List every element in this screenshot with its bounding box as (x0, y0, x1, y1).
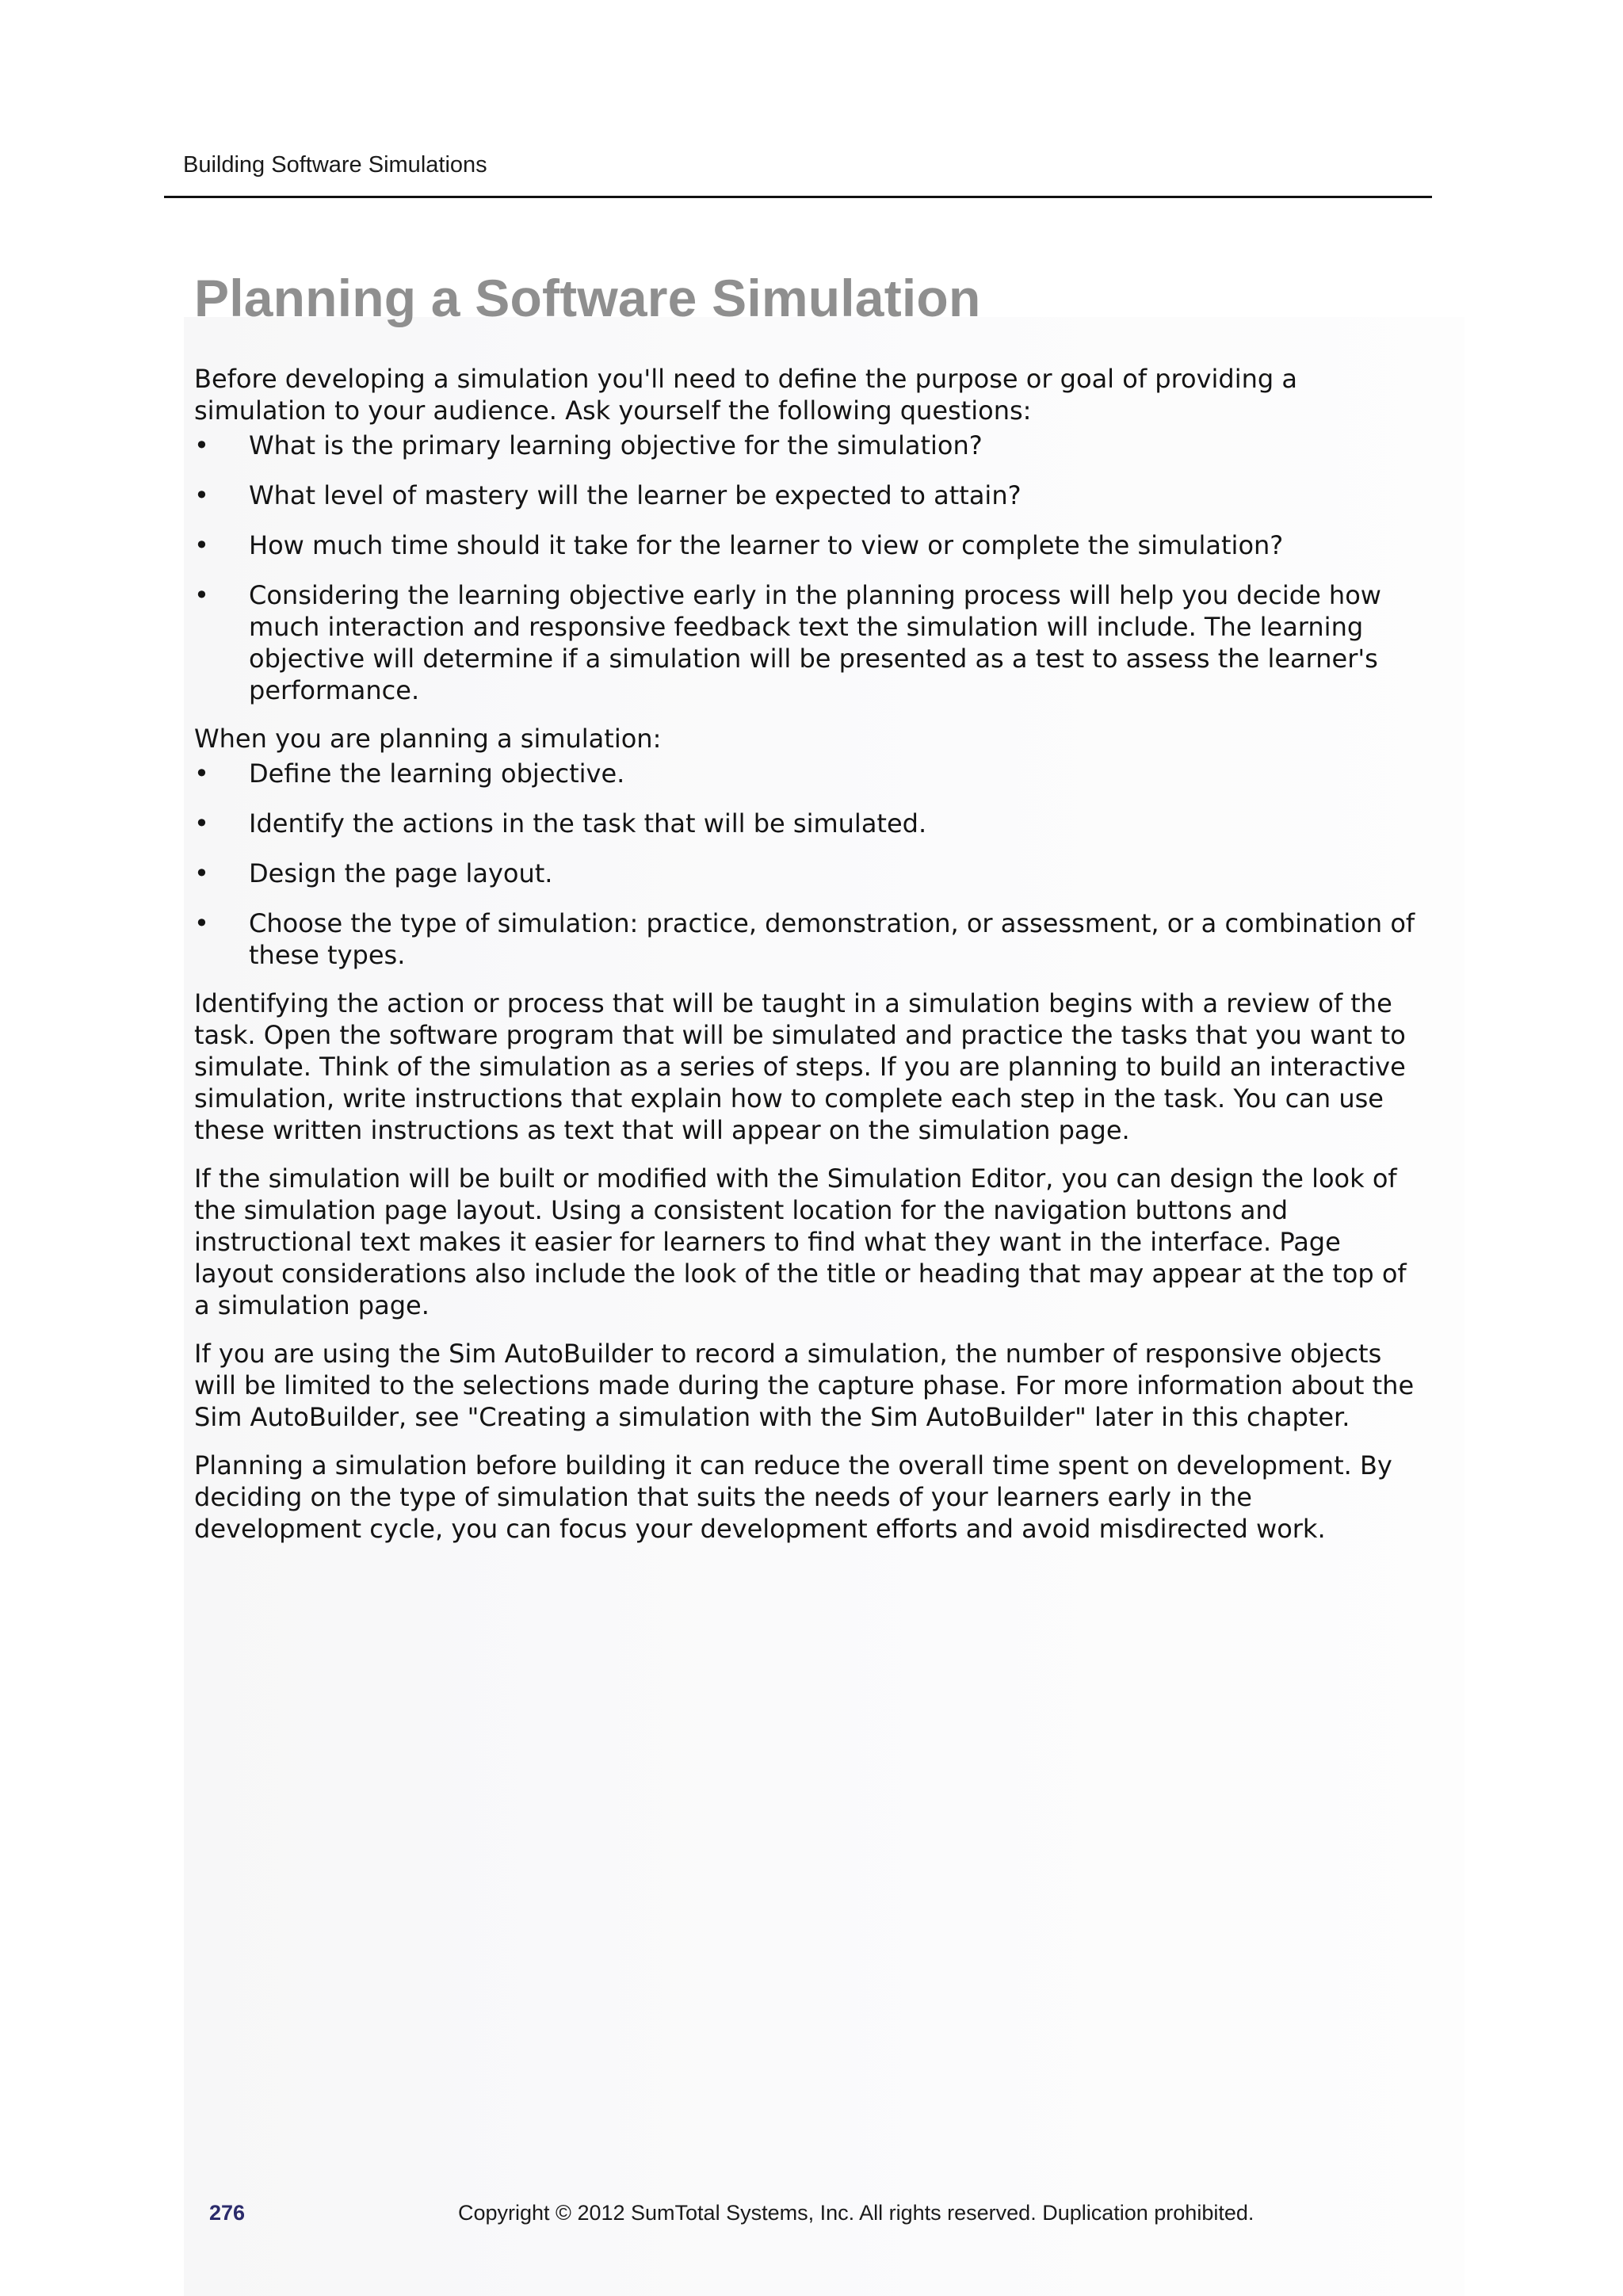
list-item (194, 858, 1423, 889)
list-item (194, 758, 1423, 789)
bullet-icon: • (194, 758, 209, 789)
list-item-text: What level of mastery will the learner be expected to attain? (249, 480, 1022, 510)
list-item-text: Choose the type of simulation: practice, demonstration, or assessment, or a combination of these types. (249, 908, 1415, 970)
running-header: Building Software Simulations (183, 152, 487, 178)
page-title: Planning a Software Simulation (194, 269, 981, 327)
copyright-notice: Copyright © 2012 SumTotal Systems, Inc. All rights reserved. Duplication prohibited. (458, 2201, 1254, 2225)
page-number: 276 (209, 2201, 246, 2225)
bullet-icon: • (194, 808, 209, 839)
bullet-icon: • (194, 580, 209, 610)
bullet-icon: • (194, 858, 209, 888)
list-item (194, 529, 1423, 561)
planning-steps-list (194, 758, 1423, 971)
list-item-text: Define the learning objective. (249, 758, 625, 789)
bullet-icon: • (194, 530, 209, 560)
bullet-icon: • (194, 480, 209, 510)
list-item (194, 808, 1423, 839)
questions-list (194, 430, 1423, 706)
bullet-icon: • (194, 908, 209, 938)
list-item-text: Considering the learning objective early in the planning process will help you decide how much interaction and responsive feedback text the simulation will include. The learning objective will determine if a simulation will be presented as a test to assess the learner's performance. (249, 580, 1381, 705)
list-item (194, 907, 1423, 971)
header-rule (164, 196, 1432, 198)
body-paragraph: Planning a simulation before building it can reduce the overall time spent on development. By deciding on the type of simulation that suits the needs of your learners early in the development cycle, you can focus your development efforts and avoid misdirected work. (194, 1450, 1392, 1544)
list-item-text: Identify the actions in the task that will be simulated. (249, 808, 927, 839)
body-paragraph: If the simulation will be built or modified with the Simulation Editor, you can design the look of the simulation page layout. Using a consistent location for the navigation buttons and instructional text makes it easier for learners to find what they want in the interface. Page layout considerations also include the look of the title or heading that may appear at the top of a simulation page. (194, 1163, 1407, 1320)
list-item-text: What is the primary learning objective for the simulation? (249, 430, 983, 460)
list-item-text: Design the page layout. (249, 858, 553, 888)
body-paragraph: Identifying the action or process that will be taught in a simulation begins with a review of the task. Open the software program that will be simulated and practice the tasks that you want to simulate. Think of the simulation as a series of steps. If you are planning to build an interactive simulation, write instructions that explain how to complete each step in the task. You can use these written instructions as text that will appear on the simulation page. (194, 988, 1406, 1145)
body-paragraph: If you are using the Sim AutoBuilder to record a simulation, the number of responsive objects will be limited to the selections made during the capture phase. For more information about the Sim AutoBuilder, see "Creating a simulation with the Sim AutoBuilder" later in this chapter. (194, 1339, 1415, 1432)
list-item (194, 479, 1423, 511)
list-item-text: How much time should it take for the learner to view or complete the simulation? (249, 530, 1284, 560)
list-item (194, 579, 1423, 706)
intro-paragraph: Before developing a simulation you'll need to define the purpose or goal of providing a simulation to your audience. Ask yourself the following questions: (194, 364, 1297, 426)
list-item (194, 430, 1423, 461)
body-text (194, 363, 1423, 1561)
planning-lead-paragraph: When you are planning a simulation: (194, 724, 662, 754)
bullet-icon: • (194, 430, 209, 460)
